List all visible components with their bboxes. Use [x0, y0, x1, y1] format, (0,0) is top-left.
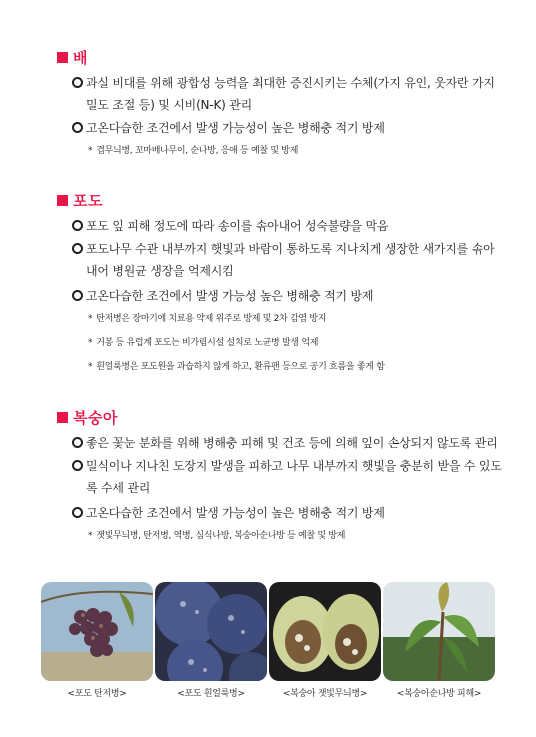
- asterisk-marker: *: [88, 338, 93, 348]
- section-heading-peach: [57, 407, 118, 428]
- sub-item: * 거봉 등 유럽계 포도는 비가림시설 설치로 노균병 발생 억제: [88, 338, 319, 348]
- photo-caption: <복숭아 잿빛무늬병>: [282, 689, 368, 699]
- asterisk-marker: *: [88, 531, 93, 541]
- section-heading-grape: [57, 190, 103, 211]
- grape-white-spot-photo: [155, 582, 267, 681]
- list-item: 과실 비대를 위해 광합성 능력을 최대한 증진시키는 수체(가지 유인, 웃자란 가지 밀도 조절 등) 및 시비(N-K) 관리: [72, 72, 504, 116]
- square-bullet-icon: [57, 195, 68, 206]
- list-item: 포도 잎 피해 정도에 따라 송이를 솎아내어 성숙불량을 막음: [72, 215, 504, 237]
- asterisk-marker: *: [88, 362, 93, 372]
- asterisk-marker: *: [88, 146, 93, 156]
- square-bullet-icon: [57, 52, 68, 63]
- circle-bullet-icon: [72, 220, 83, 231]
- section-title: 복숭아: [73, 409, 118, 427]
- grape-anthracnose-photo: [41, 582, 153, 681]
- circle-bullet-icon: [72, 77, 83, 88]
- list-item: 고온다습한 조건에서 발생 가능성 높은 병해충 적기 방제: [72, 285, 504, 307]
- section-title: 포도: [73, 192, 103, 210]
- circle-bullet-icon: [72, 243, 83, 254]
- sub-item: * 겹무늬병, 꼬마배나무이, 순나방, 응애 등 예찰 및 방제: [88, 146, 299, 156]
- section-title: 배: [73, 49, 88, 67]
- photo-caption: <복숭아순나방 피해>: [396, 689, 482, 699]
- circle-bullet-icon: [72, 460, 83, 471]
- list-item: 좋은 꽃눈 분화를 위해 병해충 피해 및 건조 등에 의해 잎이 손상되지 않도록 관리: [72, 432, 504, 454]
- asterisk-marker: *: [88, 314, 93, 324]
- photo-caption: <포도 탄저병>: [67, 689, 127, 699]
- list-item: 고온다습한 조건에서 발생 가능성이 높은 병해충 적기 방제: [72, 117, 504, 139]
- list-item: 고온다습한 조건에서 발생 가능성이 높은 병해충 적기 방제: [72, 502, 504, 524]
- circle-bullet-icon: [72, 437, 83, 448]
- circle-bullet-icon: [72, 507, 83, 518]
- photo-caption: <포도 흰얼룩병>: [177, 689, 245, 699]
- peach-moth-damage-photo: [383, 582, 495, 681]
- sub-item: * 흰얼룩병은 포도원을 과습하지 않게 하고, 환류팬 등으로 공기 흐름을 좋게 함: [88, 362, 385, 372]
- peach-brown-rot-photo: [269, 582, 381, 681]
- list-item: 밀식이나 지나친 도장지 발생을 피하고 나무 내부까지 햇빛을 충분히 받을 수 있도록 수세 관리: [72, 455, 504, 499]
- list-item: 포도나무 수관 내부까지 햇빛과 바람이 통하도록 지나치게 생장한 새가지를 솎아내어 병원균 생장을 억제시킴: [72, 238, 504, 282]
- square-bullet-icon: [57, 412, 68, 423]
- sub-item: * 잿빛무늬병, 탄저병, 역병, 심식나방, 복숭아순나방 등 예찰 및 방제: [88, 531, 346, 541]
- section-heading-pear: [57, 47, 88, 68]
- circle-bullet-icon: [72, 290, 83, 301]
- circle-bullet-icon: [72, 122, 83, 133]
- sub-item: * 탄저병은 장마기에 치료용 약제 위주로 방제 및 2차 감염 방지: [88, 314, 327, 324]
